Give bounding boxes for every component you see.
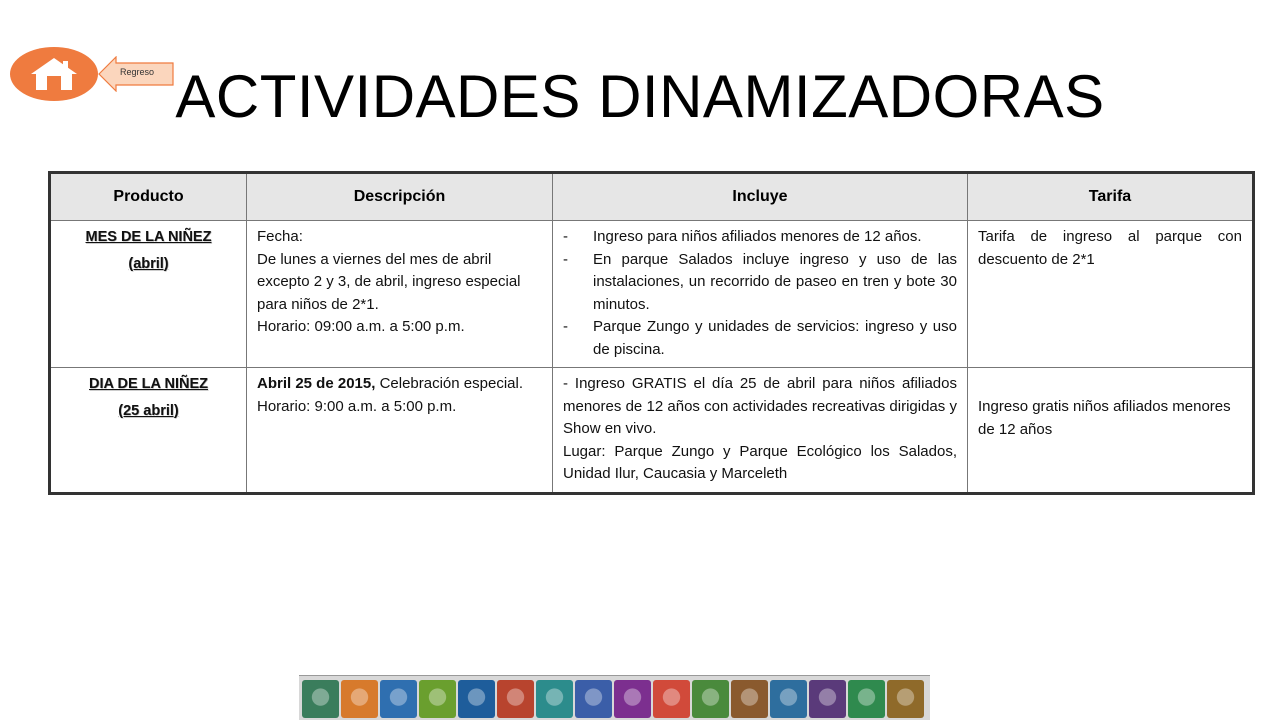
- includes-list: [563, 226, 957, 361]
- header-tarifa: Tarifa: [968, 173, 1254, 221]
- description-line: De lunes a viernes del mes de abril excepto 2 y 3, de abril, ingreso especial para niños de 2*1.: [257, 250, 521, 313]
- includes-place: Lugar: Parque Zungo y Parque Ecológico los Salados, Unidad Ilur, Caucasia y Marceleth: [563, 442, 957, 482]
- includes-main: - Ingreso GRATIS el día 25 de abril para niños afiliados menores de 12 años con actividades recreativas dirigidas y Show en vivo.: [563, 375, 957, 437]
- product-subtitle: (25 abril): [118, 402, 179, 419]
- description-cell: [247, 221, 553, 368]
- decorative-tile-icon: [731, 680, 768, 718]
- includes-item: - En parque Salados incluye ingreso y uso de las instalaciones, un recorrido de paseo en tren y bote 30 minutos.: [563, 249, 957, 317]
- header-descripcion: Descripción: [247, 173, 553, 221]
- description-line: [257, 373, 542, 396]
- back-button-label: Regreso: [120, 67, 155, 77]
- includes-cell: [553, 221, 968, 368]
- product-name: DIA DE LA NIÑEZ: [89, 376, 208, 392]
- product-cell: [50, 368, 247, 494]
- description-text: Celebración especial.: [375, 375, 523, 392]
- decorative-icon-strip: [299, 675, 930, 720]
- description-line: Horario: 09:00 a.m. a 5:00 p.m.: [257, 318, 465, 335]
- decorative-tile-icon: [887, 680, 924, 718]
- table-row: [50, 221, 1254, 368]
- includes-item: - Ingreso para niños afiliados menores de 12 años.: [563, 226, 957, 249]
- decorative-tile-icon: [380, 680, 417, 718]
- decorative-tile-icon: [614, 680, 651, 718]
- rate-cell: Tarifa de ingreso al parque con descuento de 2*1: [968, 221, 1254, 368]
- decorative-tile-icon: [575, 680, 612, 718]
- decorative-tile-icon: [302, 680, 339, 718]
- table-row: [50, 368, 1254, 494]
- decorative-tile-icon: [497, 680, 534, 718]
- description-cell: [247, 368, 553, 494]
- rate-cell: Ingreso gratis niños afiliados menores de 12 años: [968, 368, 1254, 494]
- description-hours: Horario: 9:00 a.m. a 5:00 p.m.: [257, 397, 457, 415]
- activities-table: [48, 171, 1255, 495]
- header-producto: Producto: [50, 173, 247, 221]
- decorative-tile-icon: [770, 680, 807, 718]
- includes-cell: [553, 368, 968, 494]
- page-title: ACTIVIDADES DINAMIZADORAS: [175, 63, 1105, 130]
- includes-item: - Parque Zungo y unidades de servicios: ingreso y uso de piscina.: [563, 316, 957, 361]
- decorative-tile-icon: [458, 680, 495, 718]
- decorative-tile-icon: [848, 680, 885, 718]
- decorative-tile-icon: [536, 680, 573, 718]
- decorative-tile-icon: [341, 680, 378, 718]
- description-line: Fecha:: [257, 228, 303, 245]
- decorative-tile-icon: [809, 680, 846, 718]
- description-date: Abril 25 de 2015,: [257, 375, 376, 392]
- product-cell: [50, 221, 247, 368]
- product-name: MES DE LA NIÑEZ: [85, 229, 212, 245]
- decorative-tile-icon: [653, 680, 690, 718]
- header-incluye: Incluye: [553, 173, 968, 221]
- decorative-tile-icon: [419, 680, 456, 718]
- product-subtitle: (abril): [128, 255, 169, 272]
- table-header-row: [50, 173, 1254, 221]
- decorative-tile-icon: [692, 680, 729, 718]
